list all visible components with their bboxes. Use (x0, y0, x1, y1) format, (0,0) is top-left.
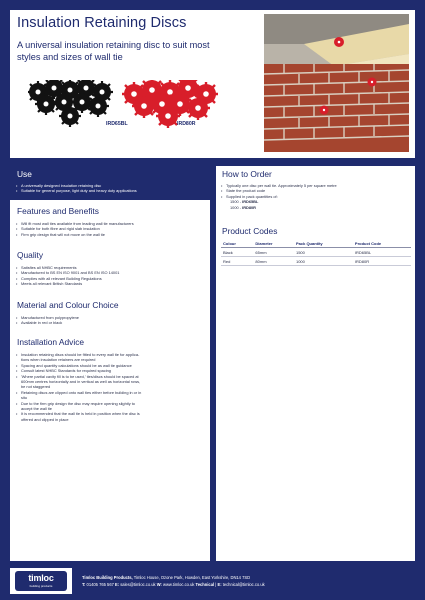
table-cell: 65mm (253, 248, 294, 257)
table-row (221, 257, 411, 266)
list-item-continued: offered and clipped in place (21, 416, 69, 422)
product-codes-table (221, 240, 411, 266)
use-list (16, 183, 204, 194)
email-link[interactable]: sales@timloc.co.uk (119, 582, 157, 587)
product-codes-heading: Product Codes (222, 226, 278, 236)
logo-wordmark: timloc (28, 573, 54, 583)
list-item: • Suitable for general purpose, light duty and heavy duty applications (16, 188, 204, 193)
red-disc-label: IRD80R (177, 121, 196, 127)
footer-contacts (82, 582, 265, 587)
table-cell: IRD65BL (353, 248, 411, 257)
list-item: • Manufactured from polypropylene (16, 315, 204, 320)
list-item: • It is recommended that the wall tie is held in position when the disc is (16, 411, 208, 416)
page-subtitle: A universal insulation retaining disc to suit most styles and sizes of wall tie (17, 40, 210, 62)
technical-email-link[interactable]: technical@timloc.co.uk (221, 582, 265, 587)
disc-products-image (28, 80, 238, 130)
list-item: • Insulation retaining discs should be fitted to every wall tie for applica- (16, 352, 208, 357)
phone-value: 01405 765 567 (85, 582, 116, 587)
order-heading: How to Order (222, 169, 272, 179)
list-item: • A universally designed insulation retaining disc (16, 183, 204, 188)
list-item: • Available in red or black (16, 320, 204, 325)
features-heading: Features and Benefits (17, 206, 99, 216)
column-header: Colour (221, 240, 253, 248)
pack-code-value: IRD65BL (242, 199, 259, 205)
list-item: • Satisfies all NHBC requirements (16, 265, 204, 270)
table-cell: 80mm (253, 257, 294, 266)
quality-list (16, 265, 204, 287)
features-list (16, 221, 204, 237)
web-label: W: (156, 582, 162, 587)
use-heading: Use (17, 169, 32, 179)
list-item: • Firm grip design that will not move on the wall tie (16, 232, 204, 237)
list-item-continued: tions when insulation retainers are required (21, 357, 96, 363)
use-section (10, 166, 210, 200)
material-list (16, 315, 204, 326)
email-label: E: (115, 582, 120, 587)
list-item: • Due to the firm grip design the disc may require opening slightly to (16, 401, 208, 406)
table-cell: Black (221, 248, 253, 257)
list-item-continued: 600mm centres horizontally and in vertical as well as horizontal rows, (21, 379, 141, 385)
pack-qty-value: 1000 - (230, 204, 242, 210)
list-item-continued: be not staggered (21, 384, 51, 390)
list-item: • Meets all relevant British Standards (16, 281, 204, 286)
separator: | (214, 582, 218, 587)
black-disc-label: IRD65BL (106, 121, 128, 127)
list-item: • Supplied in pack quantities of: (221, 194, 411, 199)
technical-email-label: E: (217, 582, 222, 587)
company-name: Timloc Building Products, (82, 575, 133, 580)
list-item: • Suitable for both fibre and rigid slab insulation (16, 226, 204, 231)
order-list (221, 183, 411, 210)
list-item: • Consult latest NHBC Standards for required spacing (16, 368, 208, 373)
technical-label: Technical (195, 582, 215, 587)
installation-heading: Installation Advice (17, 337, 85, 347)
list-item: • State the product code (221, 188, 411, 193)
brick-wall-photo (264, 14, 409, 152)
red-discs-group (122, 80, 218, 128)
list-item: • Manufactured to BS EN ISO 9001 and BS EN ISO 14001 (16, 270, 204, 275)
list-item: • Complies with all relevant Building Regulations (16, 276, 204, 281)
table-header-row (221, 240, 411, 248)
page-title: Insulation Retaining Discs (17, 15, 187, 31)
table-cell: 1000 (294, 257, 353, 266)
quality-heading: Quality (17, 250, 44, 260)
column-header: Diameter (253, 240, 294, 248)
list-item-continued: situ (21, 395, 28, 401)
list-item: • Will fit most wall ties available from leading wall tie manufacturers (16, 221, 204, 226)
pack-qty-value: 1500 - (230, 199, 242, 205)
installation-list (16, 352, 208, 422)
table-cell: IRD80R (353, 257, 411, 266)
pack-quantity-2 (221, 205, 411, 210)
right-column (216, 166, 415, 561)
list-item: • Typically one disc per wall tie. Approximately 5 per square metre (221, 183, 411, 188)
column-header: Pack Quantity (294, 240, 353, 248)
left-column (10, 166, 210, 561)
logo-tagline: building products (29, 583, 53, 588)
material-heading: Material and Colour Choice (17, 300, 119, 310)
list-item-continued: accept the wall tie (21, 406, 52, 412)
table-cell: Red (221, 257, 253, 266)
company-address: Timloc House, Ozone Park, Howden, East Yorkshire, DN14 7SD (132, 575, 251, 580)
pack-code-value: IRD80R (242, 204, 256, 210)
footer-address (82, 575, 250, 580)
timloc-logo (15, 571, 67, 591)
table-cell: 1500 (294, 248, 353, 257)
column-header: Product Code (353, 240, 411, 248)
website-link[interactable]: www.timloc.co.uk (161, 582, 196, 587)
list-item: • Spacing and quantity calculations should be as wall tie guidance (16, 363, 208, 368)
list-item: • Retaining discs are clipped onto wall ties either before building in or in (16, 390, 208, 395)
phone-label: T: (82, 582, 86, 587)
black-discs-group (28, 80, 113, 127)
list-item: • 'Where partial cavity fill is to be used,' ties/discs should be spaced at (16, 374, 208, 379)
table-row (221, 248, 411, 257)
